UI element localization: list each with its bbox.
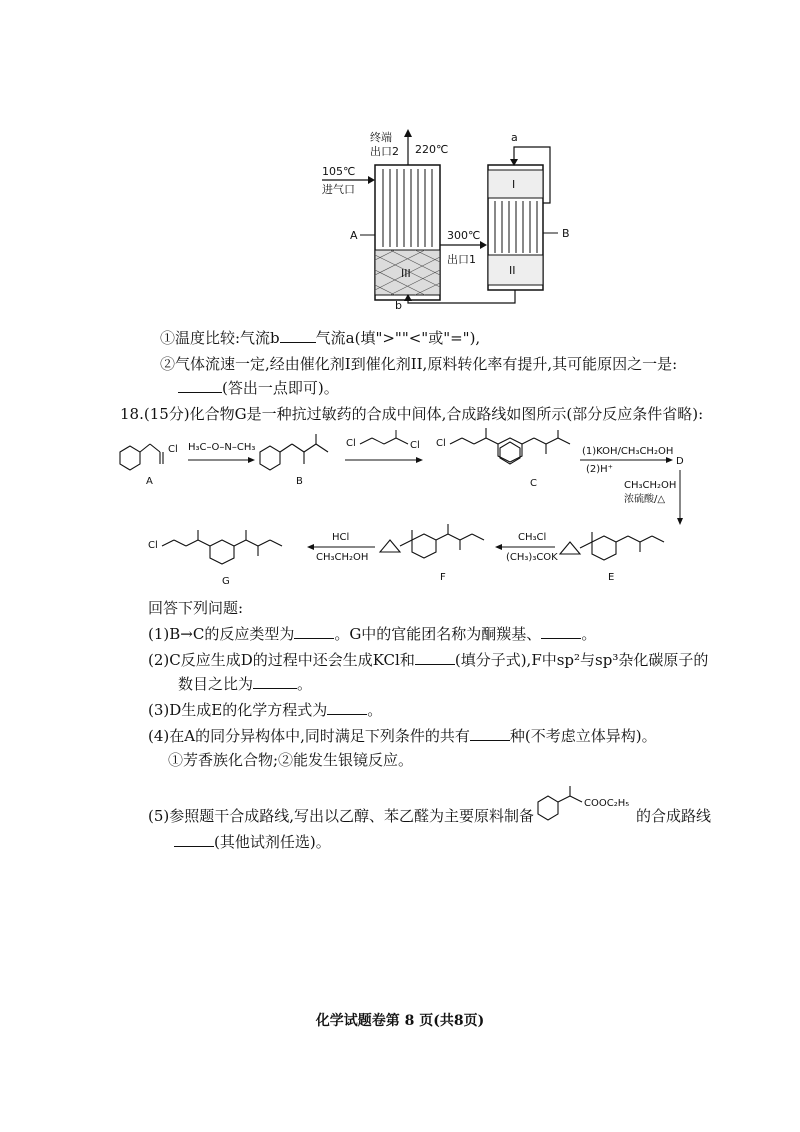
- q18-s1: [148, 624, 596, 644]
- compound-e: [560, 532, 664, 560]
- catalyst-bed-1: [488, 170, 543, 198]
- q18-s2-b-text: 数目之比为: [178, 675, 254, 693]
- answer-blank[interactable]: [541, 624, 581, 639]
- label-a: A: [146, 476, 153, 487]
- catalyst-1-label: I: [512, 178, 516, 191]
- reactor-diagram: [300, 125, 600, 310]
- temp-mid: 300℃: [447, 229, 481, 242]
- q18-s4-cond: ①芳香族化合物;②能发生银镜反应。: [168, 751, 414, 769]
- q17-part2: [160, 354, 677, 374]
- outlet1-label: 出口1: [447, 253, 476, 266]
- compound-a-cl: Cl: [168, 444, 178, 455]
- reagent-ef-2: (CH₃)₃COK: [506, 552, 558, 563]
- answer-blank[interactable]: [174, 832, 214, 847]
- reagent-fg-1: HCl: [332, 532, 350, 543]
- reagent-ab: H₃C–O–N–CH₃: [188, 442, 256, 453]
- label-e: E: [608, 572, 615, 583]
- q18-s5-text: (5)参照题干合成路线,写出以乙醇、苯乙醛为主要原料制备: [148, 807, 535, 825]
- reagent-de-1: CH₃CH₂OH: [624, 480, 677, 491]
- answer-blank[interactable]: [294, 624, 334, 639]
- q18-s3: [148, 700, 382, 720]
- temp-top: 220℃: [415, 143, 449, 156]
- q18-s1-text: (1)B→C的反应类型为: [148, 625, 295, 643]
- label-d: D: [676, 456, 684, 467]
- q18-s2-mid: (填分子式),F中sp²与sp³杂化碳原子的: [454, 651, 709, 669]
- compound-b: [260, 434, 328, 470]
- inlet-label: 进气口: [322, 183, 355, 196]
- compound-c: [450, 428, 570, 464]
- q17-part2-tail: [178, 378, 339, 398]
- reagent-fg-2: CH₃CH₂OH: [316, 552, 369, 563]
- compound-g: [162, 530, 282, 564]
- label-b: B: [296, 476, 303, 487]
- q18-s5: [148, 806, 534, 826]
- q18-s2-text: (2)C反应生成D的过程中还会生成KCl和: [148, 651, 415, 669]
- synthesis-route: [110, 422, 710, 592]
- label-c: C: [530, 478, 537, 489]
- catalyst-bed-2: [488, 255, 543, 285]
- reagent-bc: [360, 430, 408, 444]
- temp-inlet: 105℃: [322, 165, 356, 178]
- answer-blank[interactable]: [470, 726, 510, 741]
- compound-f: [380, 524, 484, 558]
- reagent-de-2: 浓硫酸/△: [624, 494, 666, 505]
- outlet2-label-a: 终端: [370, 131, 392, 144]
- answer-blank[interactable]: [280, 328, 316, 343]
- answer-blank[interactable]: [415, 650, 455, 665]
- q18-s4-text: (4)在A的同分异构体中,同时满足下列条件的共有: [148, 727, 470, 745]
- q18-s5-b: [174, 832, 331, 852]
- q18-s1-mid: 。G中的官能团名称为酮羰基、: [334, 625, 542, 643]
- catalyst-2-label: II: [509, 264, 516, 277]
- reagent-bc-cl-right: Cl: [410, 440, 420, 451]
- label-a-side: A: [350, 229, 358, 242]
- q18-s4-end: 种(不考虑立体异构)。: [509, 727, 657, 745]
- q18-s2: [148, 650, 708, 670]
- answer-blank[interactable]: [253, 674, 297, 689]
- reactor-left-tubes: [383, 169, 432, 247]
- compound-c-cl: Cl: [436, 438, 446, 449]
- q18-title: 18.(15分)化合物G是一种抗过敏药的合成中间体,合成路线如图所示(部分反应条件省略):: [120, 405, 704, 423]
- reagent-cd-1: (1)KOH/CH₃CH₂OH: [582, 446, 674, 457]
- answer-blank[interactable]: [178, 378, 222, 393]
- label-f: F: [440, 572, 446, 583]
- ester-group-label: COOC₂H₅: [584, 798, 630, 809]
- label-g: G: [222, 576, 230, 587]
- q17-part2-text: ②气体流速一定,经由催化剂I到催化剂II,原料转化率有提升,其可能原因之一是:: [160, 355, 678, 373]
- flow-b-label: b: [395, 299, 402, 310]
- q18-s5-b-text: (其他试剂任选)。: [214, 833, 331, 851]
- reagent-bc-cl-left: Cl: [346, 438, 356, 449]
- q18-s2-b: [178, 674, 312, 694]
- q17-part1-text: ①温度比较:气流b: [160, 329, 280, 347]
- q18-s4: [148, 726, 657, 746]
- q18-s2-b-end: 。: [297, 675, 313, 693]
- outlet2-label-b: 出口2: [370, 145, 399, 158]
- q17-part2-tail-text: (答出一点即可)。: [222, 379, 339, 397]
- label-b-side: B: [562, 227, 570, 240]
- q18-s1-end: 。: [581, 625, 597, 643]
- q17-part1: [160, 328, 480, 348]
- q17-part1-mid: 气流a(填">""<"或"="),: [315, 329, 481, 347]
- target-product-structure: [530, 780, 640, 840]
- answer-blank[interactable]: [327, 700, 367, 715]
- flow-a-label: a: [511, 131, 518, 144]
- q18-s3-text: (3)D生成E的化学方程式为: [148, 701, 328, 719]
- compound-a: [120, 444, 163, 470]
- q18-prompt: 回答下列问题:: [148, 599, 244, 617]
- q18-s3-end: 。: [367, 701, 383, 719]
- compound-g-cl: Cl: [148, 540, 158, 551]
- catalyst-3-label: III: [401, 267, 411, 280]
- reagent-ef-1: CH₃Cl: [518, 532, 547, 543]
- page-footer: 化学试题卷第 8 页(共8页): [315, 1013, 485, 1029]
- q18-s5-end: 的合成路线: [636, 807, 712, 825]
- reagent-cd-2: (2)H⁺: [586, 464, 613, 475]
